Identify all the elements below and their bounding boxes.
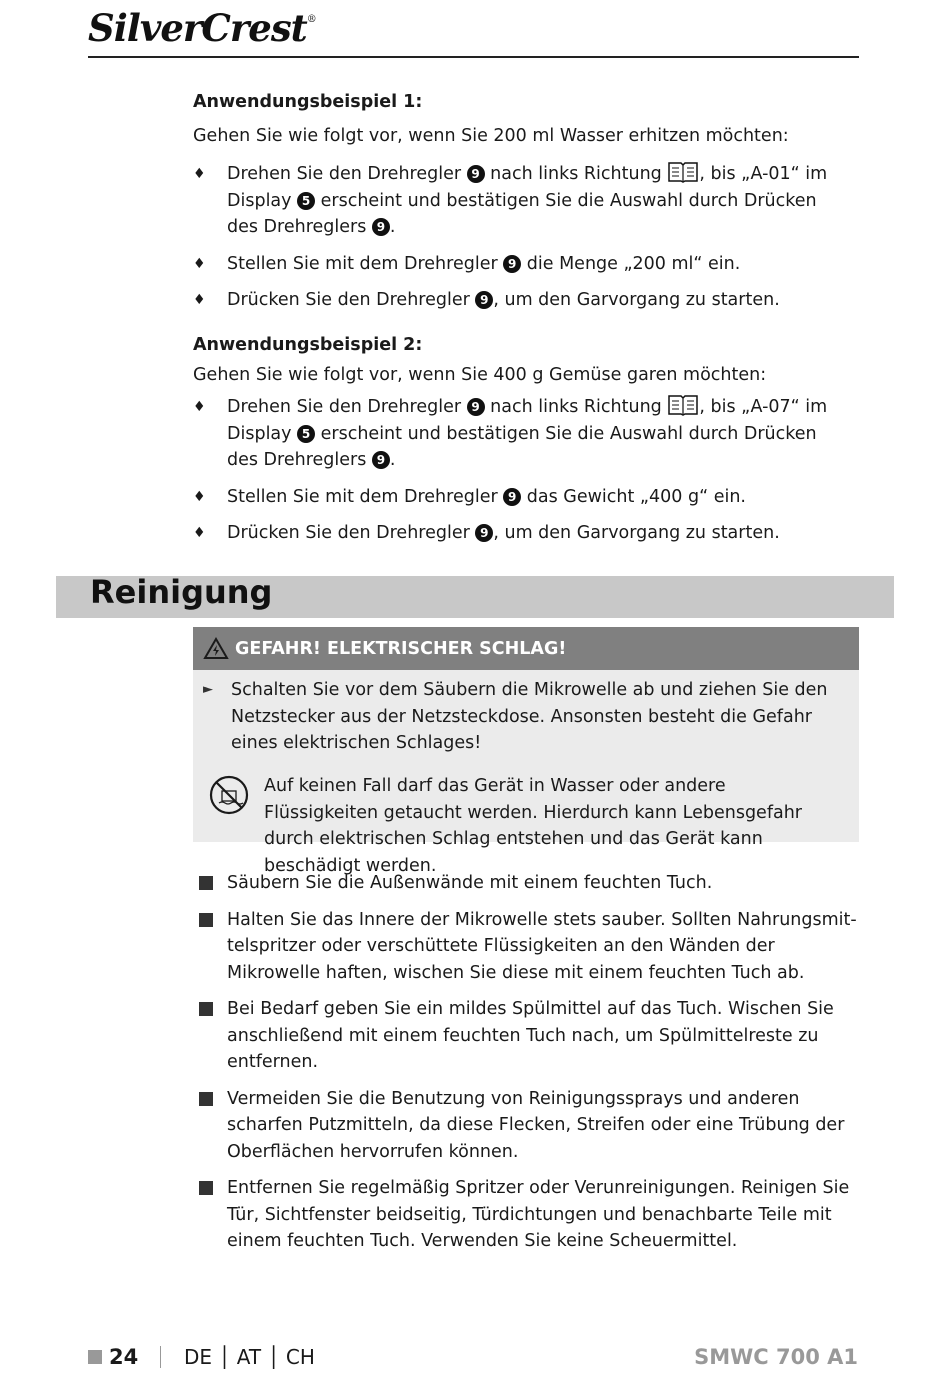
list-item: ♦ Drehen Sie den Drehregler 9 nach links Richtung , bis „A-01“ im Display 5 erscheint und bestätigen Sie die Auswahl durch Drücken des Drehreglers 9 . — [193, 161, 853, 241]
recipe-book-icon — [667, 394, 699, 416]
warning-item: Schalten Sie vor dem Säubern die Mikrowelle ab und ziehen Sie den Netzstecker aus der Netzsteckdose. Ansonsten besteht die Gefahr eines elektrischen Schlages! — [231, 680, 828, 753]
brand-logo: SilverCrest® — [88, 6, 316, 50]
control-9-icon: 9 — [372, 451, 390, 469]
list-item: Halten Sie das Innere der Mikrowelle stets sauber. Sollten Nahrungsmittelspritzer oder verschüttete Flüssigkeiten an den Wänden der Mikrowelle haften, wischen Sie diese mit einem feuchten Tuch ab. — [193, 907, 859, 987]
header-rule — [88, 56, 859, 58]
list-item: ♦ Drehen Sie den Drehregler 9 nach links Richtung , bis „A-07“ im Display 5 erscheint und bestätigen Sie die Auswahl durch Drücken des Drehreglers 9 . — [193, 394, 853, 474]
control-9-icon: 9 — [503, 488, 521, 506]
electric-warning-icon — [203, 637, 229, 660]
page-number: 24 — [109, 1345, 139, 1369]
control-9-icon: 9 — [475, 524, 493, 542]
example-2 — [193, 332, 853, 547]
control-9-icon: 9 — [372, 218, 390, 236]
control-9-icon: 9 — [475, 291, 493, 309]
arrow-bullet-icon: ► — [203, 682, 213, 697]
footer-divider — [160, 1346, 161, 1368]
diamond-bullet-icon: ♦ — [193, 399, 206, 415]
warning-box — [193, 627, 859, 876]
warning-title: GEFAHR! ELEKTRISCHER SCHLAG! — [235, 639, 567, 659]
recipe-book-icon — [667, 161, 699, 183]
square-bullet-icon — [199, 1181, 213, 1195]
footer-languages: DE │ AT │ CH — [184, 1345, 315, 1369]
no-water-immersion-icon — [209, 775, 249, 815]
diamond-bullet-icon: ♦ — [193, 166, 206, 182]
list-item: Vermeiden Sie die Benutzung von Reinigungssprays und anderen scharfen Putzmitteln, da diese Flecken, Streifen oder eine Trübung der Oberflächen hervorrufen können. — [193, 1086, 859, 1166]
display-5-icon: 5 — [297, 425, 315, 443]
list-item: ♦ Drücken Sie den Drehregler 9 , um den Garvorgang zu starten. — [193, 520, 853, 547]
square-bullet-icon — [199, 1092, 213, 1106]
square-bullet-icon — [199, 1002, 213, 1016]
control-9-icon: 9 — [467, 165, 485, 183]
control-9-icon: 9 — [503, 255, 521, 273]
display-5-icon: 5 — [297, 192, 315, 210]
section-title: Reinigung — [90, 573, 273, 611]
square-bullet-icon — [199, 876, 213, 890]
list-item: ♦ Drücken Sie den Drehregler 9 , um den Garvorgang zu starten. — [193, 287, 853, 314]
example-2-intro: Gehen Sie wie folgt vor, wenn Sie 400 g Gemüse garen möchten: — [193, 364, 767, 385]
diamond-bullet-icon: ♦ — [193, 292, 206, 308]
list-item: Bei Bedarf geben Sie ein mildes Spülmittel auf das Tuch. Wischen Sie anschließend mit einem feuchten Tuch nach, um Spülmittelreste zu entfernen. — [193, 996, 859, 1076]
diamond-bullet-icon: ♦ — [193, 525, 206, 541]
diamond-bullet-icon: ♦ — [193, 488, 206, 505]
list-item: Säubern Sie die Außenwände mit einem feuchten Tuch. — [193, 870, 859, 897]
warning-note: Auf keinen Fall darf das Gerät in Wasser oder andere Flüssigkeiten getaucht werden. Hierdurch kann Lebensgefahr durch elektrischen Schlag entstehen und das Gerät kann beschädigt werden. — [264, 776, 802, 876]
control-9-icon: 9 — [467, 398, 485, 416]
example-1 — [193, 89, 853, 314]
example-1-intro: Gehen Sie wie folgt vor, wenn Sie 200 ml Wasser erhitzen möchten: — [193, 125, 789, 146]
warning-header — [193, 627, 859, 670]
list-item: ♦ Stellen Sie mit dem Drehregler 9 das Gewicht „400 g“ ein. — [193, 484, 853, 511]
list-item: ♦ Stellen Sie mit dem Drehregler 9 die Menge „200 ml“ ein. — [193, 251, 853, 278]
list-item: Entfernen Sie regelmäßig Spritzer oder Verunreinigungen. Reinigen Sie Tür, Sichtfenster beidseitig, Türdichtungen und benachbarte Teile mit einem feuchten Tuch. Verwenden Sie keine Scheuermittel. — [193, 1175, 859, 1255]
footer-model: SMWC 700 A1 — [694, 1345, 858, 1369]
example-2-heading: Anwendungsbeispiel 2: — [193, 335, 423, 355]
square-bullet-icon — [199, 913, 213, 927]
cleaning-list — [193, 870, 859, 1265]
footer-square-icon — [88, 1350, 102, 1364]
example-1-heading: Anwendungsbeispiel 1: — [193, 92, 423, 112]
diamond-bullet-icon: ♦ — [193, 255, 206, 272]
